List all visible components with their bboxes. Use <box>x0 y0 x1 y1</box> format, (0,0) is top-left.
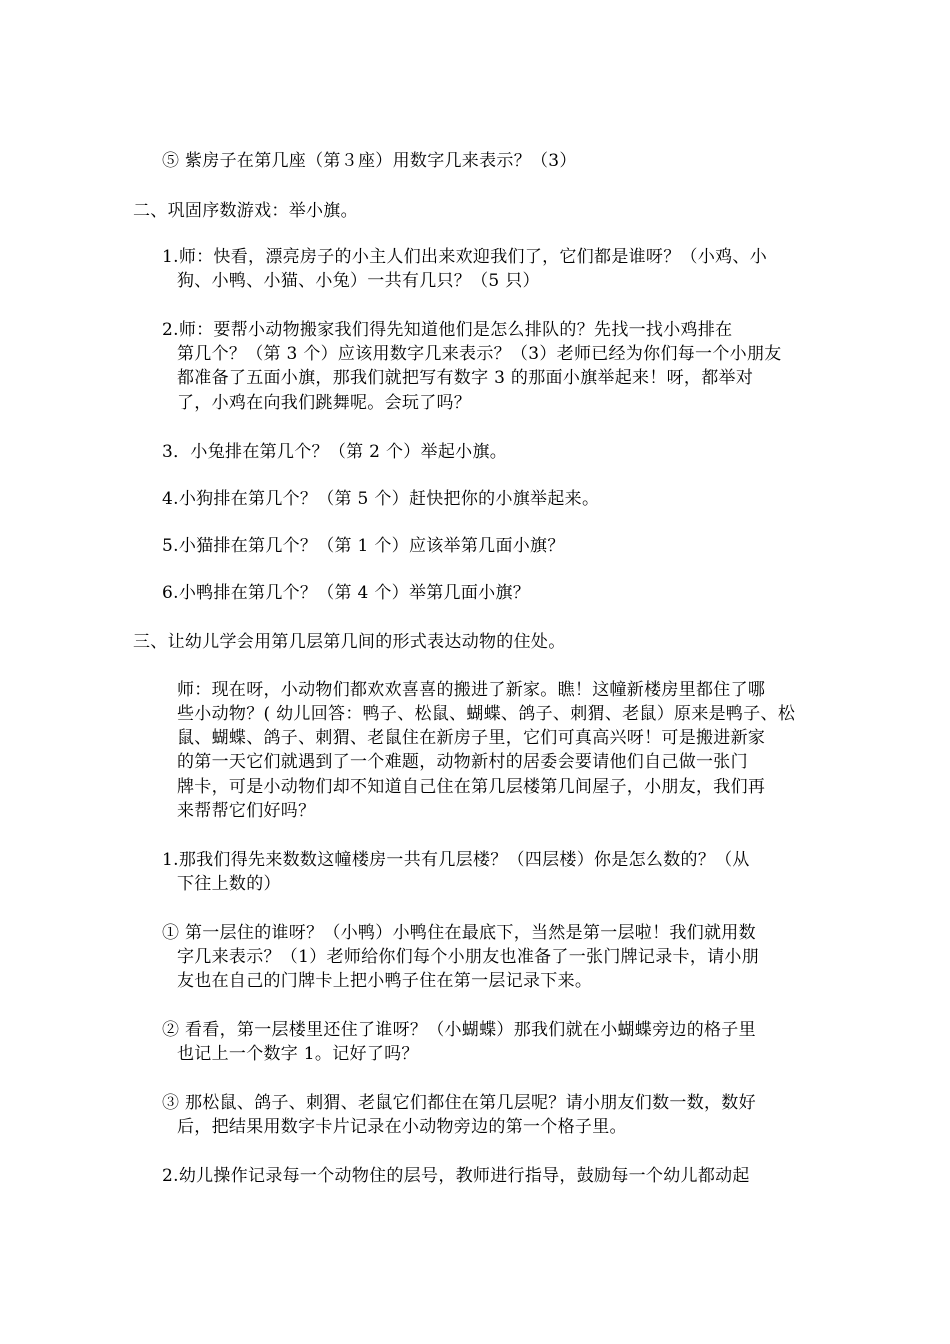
paragraph-line: 都准备了五面小旗，那我们就把写有数字 3 的那面小旗举起来！呀，都举对 <box>177 368 754 388</box>
paragraph-line: 2.师：要帮小动物搬家我们得先知道他们是怎么排队的？先找一找小鸡排在 <box>162 320 733 340</box>
paragraph-line: 第几个？（第 3 个）应该用数字几来表示？（3）老师已经为你们每一个小朋友 <box>177 344 782 364</box>
paragraph-line: 5.小猫排在第几个？（第 1 个）应该举第几面小旗？ <box>162 536 565 556</box>
paragraph-line: 4.小狗排在第几个？（第 5 个）赶快把你的小旗举起来。 <box>162 489 600 509</box>
paragraph-line: ③ 那松鼠、鸽子、刺猬、老鼠它们都住在第几层呢？请小朋友们数一数，数好 <box>162 1093 756 1113</box>
section-heading-2: 二、巩固序数游戏：举小旗。 <box>133 201 358 221</box>
paragraph-line: ② 看看，第一层楼里还住了谁呀？（小蝴蝶）那我们就在小蝴蝶旁边的格子里 <box>162 1020 756 1040</box>
paragraph-line: 2.幼儿操作记录每一个动物住的层号，教师进行指导，鼓励每一个幼儿都动起 <box>162 1166 750 1186</box>
paragraph-line: 1.那我们得先来数数这幢楼房一共有几层楼？（四层楼）你是怎么数的？（从 <box>162 850 750 870</box>
paragraph-line: 3．小兔排在第几个？（第 2 个）举起小旗。 <box>162 442 508 462</box>
paragraph-line: 字几来表示？（1）老师给你们每个小朋友也准备了一张门牌记录卡，请小朋 <box>177 947 760 967</box>
paragraph-line: 友也在自己的门牌卡上把小鸭子住在第一层记录下来。 <box>177 971 593 991</box>
paragraph-line: 牌卡，可是小动物们却不知道自己住在第几层楼第几间屋子，小朋友，我们再 <box>177 777 766 797</box>
paragraph-line: 后，把结果用数字卡片记录在小动物旁边的第一个格子里。 <box>177 1117 627 1137</box>
paragraph-line: 了，小鸡在向我们跳舞呢。会玩了吗？ <box>177 393 472 413</box>
paragraph-line: 师：现在呀，小动物们都欢欢喜喜的搬进了新家。瞧！这幢新楼房里都住了哪 <box>177 680 766 700</box>
paragraph-line: 鼠、蝴蝶、鸽子、刺猬、老鼠住在新房子里，它们可真高兴呀！可是搬进新家 <box>177 728 766 748</box>
paragraph-line: 6.小鸭排在第几个？（第 4 个）举第几面小旗？ <box>162 583 531 603</box>
paragraph-line: 1.师：快看，漂亮房子的小主人们出来欢迎我们了，它们都是谁呀？（小鸡、小 <box>162 247 768 267</box>
paragraph-line: 来帮帮它们好吗？ <box>177 801 316 821</box>
paragraph-line: 下往上数的） <box>177 874 281 894</box>
paragraph-line: 些小动物？( 幼儿回答：鸭子、松鼠、蝴蝶、鸽子、刺猬、老鼠）原来是鸭子、松 <box>177 704 796 724</box>
paragraph-line: 也记上一个数字 1。记好了吗？ <box>177 1044 419 1064</box>
paragraph-line: ① 第一层住的谁呀？（小鸭）小鸭住在最底下，当然是第一层啦！我们就用数 <box>162 923 756 943</box>
paragraph-line: 狗、小鸭、小猫、小兔）一共有几只？（5 只） <box>177 271 540 291</box>
list-item-5-purple-house: ⑤ 紫房子在第几座（第３座）用数字几来表示？（3） <box>162 151 577 171</box>
paragraph-line: 的第一天它们就遇到了一个难题，动物新村的居委会要请他们自己做一张门 <box>177 752 748 772</box>
section-heading-3: 三、让幼儿学会用第几层第几间的形式表达动物的住处。 <box>133 632 566 652</box>
